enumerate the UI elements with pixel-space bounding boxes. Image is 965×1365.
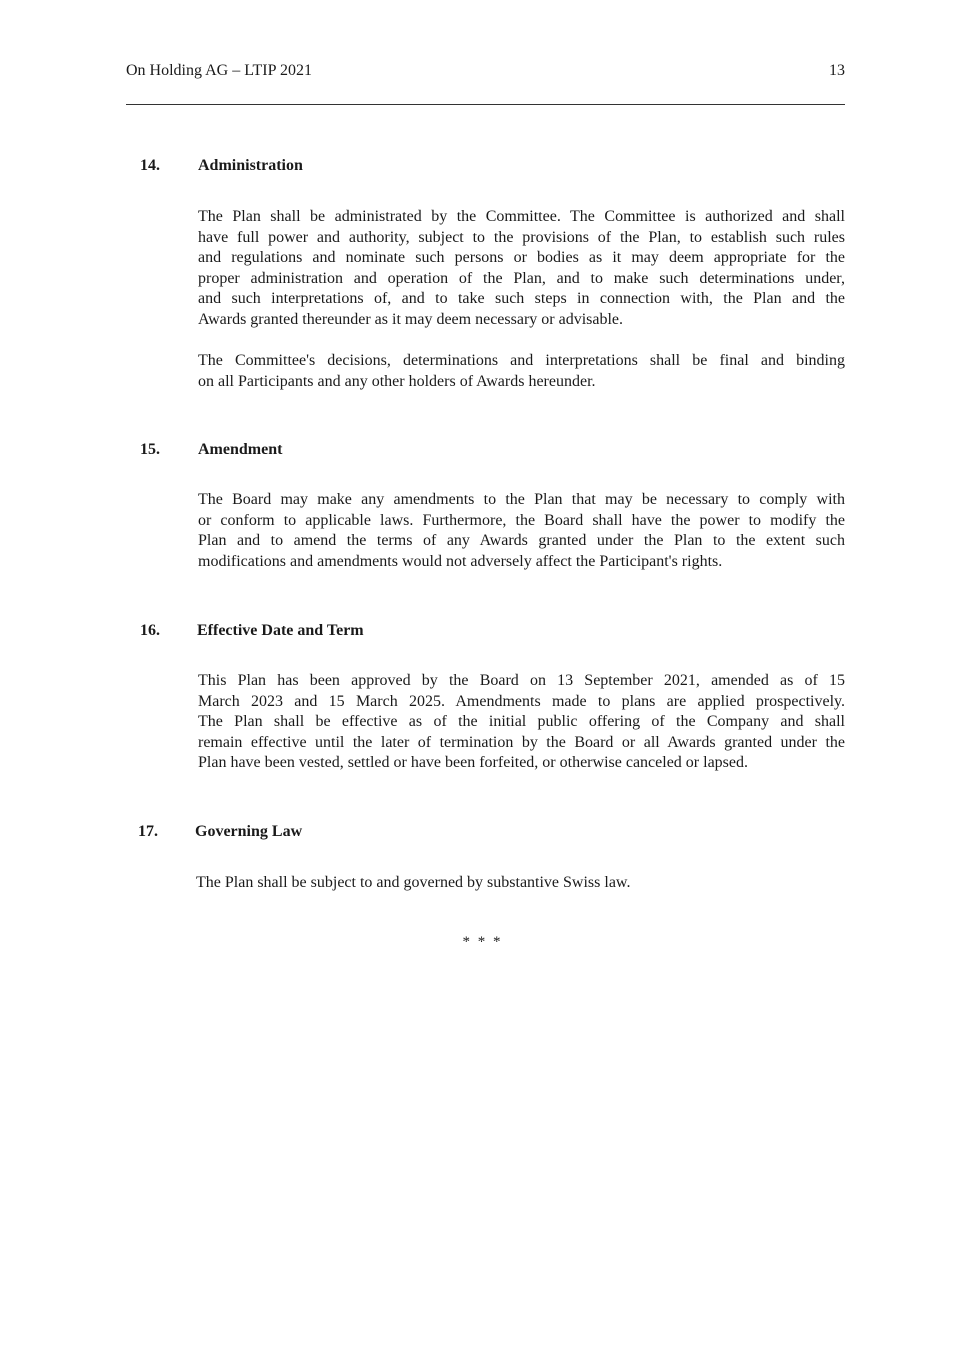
paragraph-line: The Plan shall be effective as of the initial public offering of the Company and shall xyxy=(198,713,845,731)
paragraph-line: on all Participants and any other holders of Awards hereunder. xyxy=(198,372,596,390)
section-paragraph xyxy=(196,873,843,894)
paragraph-line: The Board may make any amendments to the Plan that may be necessary to comply with xyxy=(198,491,845,508)
end-mark: * * * xyxy=(462,934,503,950)
section-number: 17. xyxy=(138,823,158,840)
section-title: Administration xyxy=(198,157,303,174)
paragraph-line: Plan have been vested, settled or have been forfeited, or otherwise canceled or lapsed. xyxy=(198,754,748,772)
paragraph-line: The Committee's decisions, determinations and interpretations shall be final and binding xyxy=(198,352,845,369)
paragraph-line: or conform to applicable laws. Furthermore, the Board shall have the power to modify the xyxy=(198,511,845,529)
paragraph-line: March 2023 and 15 March 2025. Amendments made to plans are applied prospectively. xyxy=(198,692,845,710)
paragraph-line: proper administration and operation of the Plan, and to make such determinations under, xyxy=(198,269,845,287)
section-title: Amendment xyxy=(198,441,283,458)
section-paragraph xyxy=(198,671,845,774)
paragraph-line: modifications and amendments would not adversely affect the Participant's rights. xyxy=(198,552,723,570)
paragraph-line: The Plan shall be administrated by the Committee. The Committee is authorized and shall xyxy=(198,208,845,225)
section-number: 15. xyxy=(140,441,160,458)
page-number: 13 xyxy=(829,62,845,79)
paragraph-line: have full power and authority, subject to the provisions of the Plan, to establish such rules xyxy=(198,228,845,246)
section-title: Effective Date and Term xyxy=(197,622,364,639)
paragraph-line: remain effective until the later of termination by the Board or all Awards granted under the xyxy=(198,733,845,751)
section-number: 16. xyxy=(140,622,160,639)
header-divider xyxy=(126,104,845,105)
paragraph-line: The Plan shall be subject to and governed by substantive Swiss law. xyxy=(196,874,631,891)
paragraph-line: and regulations and nominate such persons or bodies as it may deem appropriate for the xyxy=(198,249,845,267)
section-paragraph xyxy=(198,207,845,331)
paragraph-line: Awards granted thereunder as it may deem necessary or advisable. xyxy=(198,310,624,328)
section-number: 14. xyxy=(140,157,160,174)
section-title: Governing Law xyxy=(195,823,303,840)
document-header-title: On Holding AG – LTIP 2021 xyxy=(126,62,312,79)
paragraph-line: Plan and to amend the terms of any Awards granted under the Plan to the extent such xyxy=(198,532,845,550)
section-paragraph xyxy=(198,490,845,572)
section-paragraph xyxy=(198,351,845,392)
paragraph-line: This Plan has been approved by the Board on 13 September 2021, amended as of 15 xyxy=(198,672,845,689)
paragraph-line: and such interpretations of, and to take such steps in connection with, the Plan and the xyxy=(198,290,845,308)
